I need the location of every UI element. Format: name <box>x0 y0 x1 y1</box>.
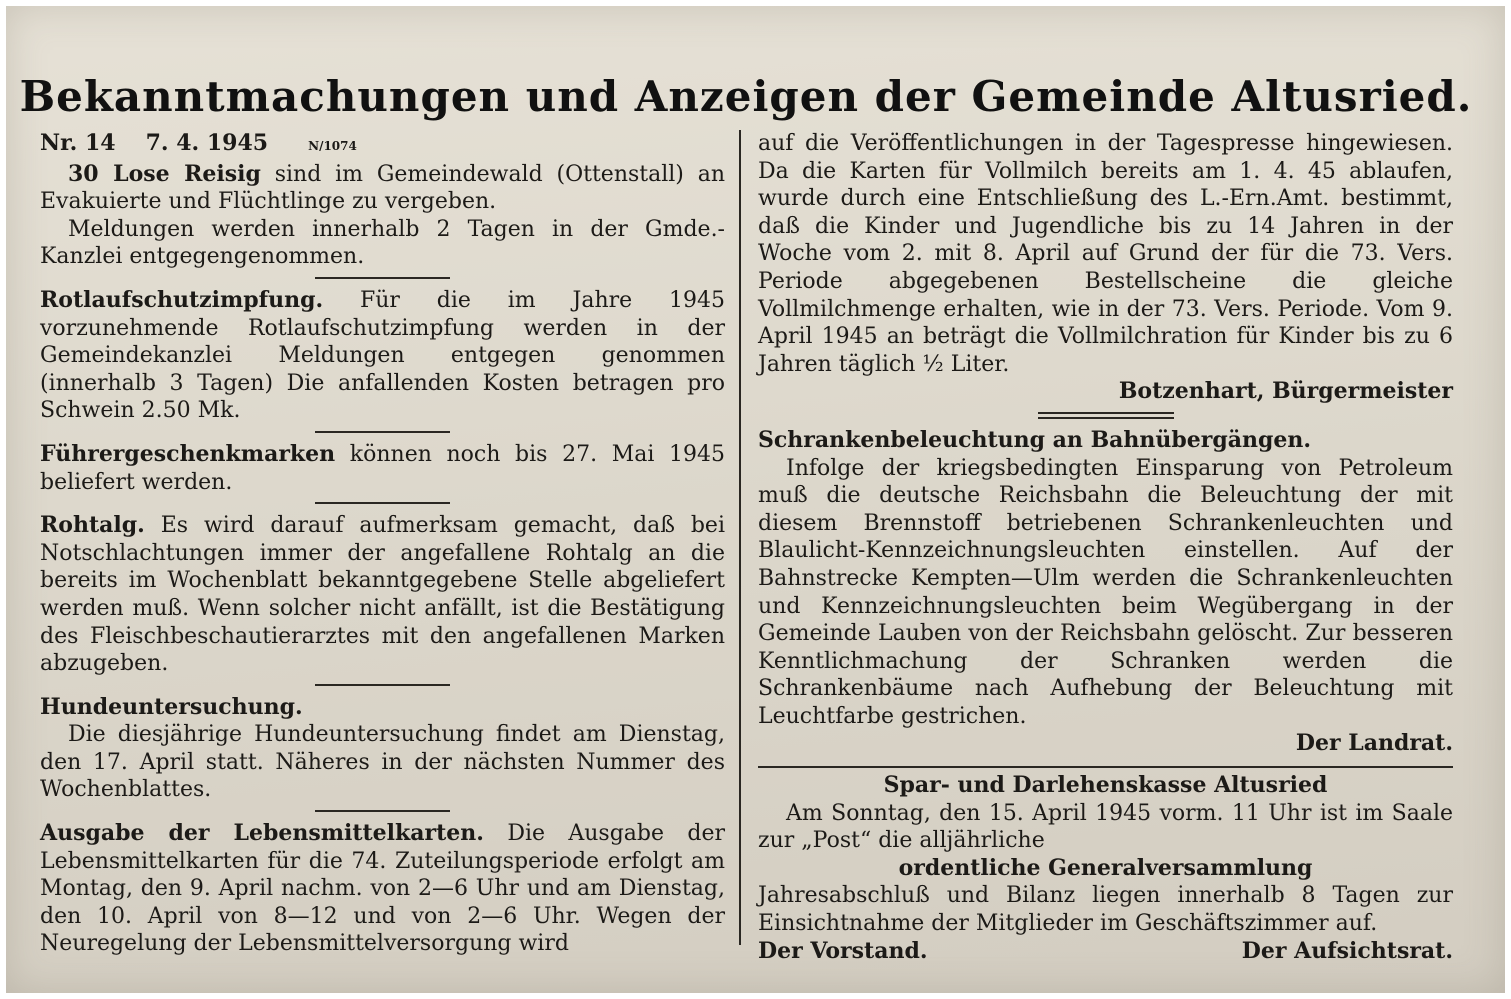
notice-fuehrer-text: können noch bis 27. Mai 1945 beliefert werden. <box>40 441 725 495</box>
newspaper-page <box>6 6 1505 993</box>
issue-date: 7. 4. 1945 <box>145 130 269 156</box>
separator-rule <box>315 810 450 812</box>
signature-mayor: Botzenhart, Bürgermeister <box>1118 378 1453 405</box>
notice-kasse-text2: Jahresabschluß und Bilanz liegen innerhalb 8 Tagen zur Einsichtnahme der Mitglieder im Geschäftszimmer auf. <box>758 883 1453 937</box>
signature-landrat: Der Landrat. <box>1295 730 1453 757</box>
notice-rotlauf <box>40 287 725 425</box>
column-divider <box>739 130 741 945</box>
separator-rule <box>315 431 450 433</box>
issue-line <box>40 130 725 161</box>
notice-fuehrer <box>40 441 725 496</box>
notice-rohtalg-heading: Rohtalg. <box>40 512 145 539</box>
notice-kasse-text: Am Sonntag, den 15. April 1945 vorm. 11 Uhr ist im Saale zur „Post“ die alljährliche <box>758 800 1453 854</box>
separator-double-rule <box>1038 412 1174 419</box>
notice-rotlauf-text: Für die im Jahre 1945 vorzunehmende Rotlaufschutzimpfung werden in der Gemeindekanzlei Meldungen entgegen genommen (innerhalb 3 Tagen) Die anfallenden Kosten betragen pro Schwein 2.50 Mk. <box>40 287 725 424</box>
notice-lebensmittel-continued: auf die Veröffentlichungen in der Tagespresse hingewiesen. Da die Karten für Vollmilch bereits am 1. 4. 45 ablaufen, wurde durch eine Entschließung des L.-Ern.Amt. bestimmt, daß die Kinder und Jugendliche bis zu 14 Jahren in der Woche vom 2. mit 8. April auf Grund der für die 73. Vers. Periode abgegebenen Bestellscheine die gleiche Vollmilchmenge erhalten, wie in der 73. Vers. Periode. Vom 9. April 1945 an beträgt die Vollmilchration für Kinder bis zu 6 Jahren täglich ½ Liter. <box>758 131 1453 377</box>
notice-fuehrer-heading: Führergeschenkmarken <box>40 440 336 467</box>
signature-vorstand: Der Vorstand. <box>758 937 928 964</box>
notice-hund-heading: Hundeuntersuchung. <box>40 693 303 720</box>
notice-schranken-text: Infolge der kriegsbedingten Einsparung von Petroleum muß die deutsche Reichsbahn die Beleuchtung der mit diesem Brennstoff betriebenen Schrankenleuchten und Blaulicht-Kennzeichnungsleuchten einstellen. Auf der Bahnstrecke Kempten—Ulm werden die Schrankenleuchten und Kennzeichnungsleuchten beim Wegübergang in der Gemeinde Lauben von der Reichsbahn gelöscht. Zur besseren Kenntlichmachung der Schranken werden die Schrankenbäume nach Aufhebung der Beleuchtung mit Leuchtfarbe gestrichen. <box>758 455 1453 729</box>
notice-reisig-text2: Meldungen werden innerhalb 2 Tagen in der Gmde.-Kanzlei entgegengenommen. <box>40 216 725 270</box>
right-column <box>758 130 1453 965</box>
separator-rule <box>315 502 450 504</box>
notice-lebensmittel-heading: Ausgabe der Lebensmittelkarten. <box>40 820 484 847</box>
notice-kasse-subheading: ordentliche Generalversammlung <box>898 854 1313 881</box>
separator-full-rule <box>758 766 1453 768</box>
issue-code: N/1074 <box>308 139 357 153</box>
notice-reisig-lead: 30 Lose Reisig <box>68 160 261 187</box>
separator-rule <box>315 277 450 279</box>
left-column <box>40 130 725 958</box>
notice-reisig-text: sind im Gemeindewald (Ottenstall) an Evakuierte und Flüchtlinge zu vergeben. <box>40 161 725 215</box>
issue-number: Nr. 14 <box>40 130 116 156</box>
page-title: Bekanntmachungen und Anzeigen der Gemeinde Altusried. <box>19 72 1473 121</box>
notice-schranken-heading: Schrankenbeleuchtung an Bahnübergängen. <box>758 426 1312 453</box>
notice-hund-text: Die diesjährige Hundeuntersuchung findet am Dienstag, den 17. April statt. Näheres in der nächsten Nummer des Wochenblattes. <box>40 722 725 803</box>
notice-rotlauf-heading: Rotlaufschutzimpfung. <box>40 286 324 313</box>
notice-rohtalg <box>40 512 725 678</box>
notice-lebensmittel-text: Die Ausgabe der Lebensmittelkarten für die 74. Zuteilungsperiode erfolgt am Montag, den 9. April nachm. von 2—6 Uhr und am Dienstag, den 10. April von 8—12 und von 2—6 Uhr. Wegen der Neuregelung der Lebensmittelversorgung wird <box>40 821 726 957</box>
signature-aufsichtsrat: Der Aufsichtsrat. <box>1241 937 1453 964</box>
separator-rule <box>315 684 450 686</box>
notice-kasse-heading: Spar- und Darlehenskasse Altusried <box>883 772 1328 799</box>
notice-reisig <box>40 161 725 216</box>
notice-lebensmittel <box>40 820 725 958</box>
signature-row <box>758 938 1453 966</box>
notice-rohtalg-text: Es wird darauf aufmerksam gemacht, daß bei Notschlachtungen immer der angefallene Rohtalg an die bereits im Wochenblatt bekanntgegebene Stelle abgeliefert werden muß. Wenn solcher nicht anfällt, ist die Bestätigung des Fleischbeschautierarztes mit den angefallenen Marken abzugeben. <box>40 513 725 677</box>
